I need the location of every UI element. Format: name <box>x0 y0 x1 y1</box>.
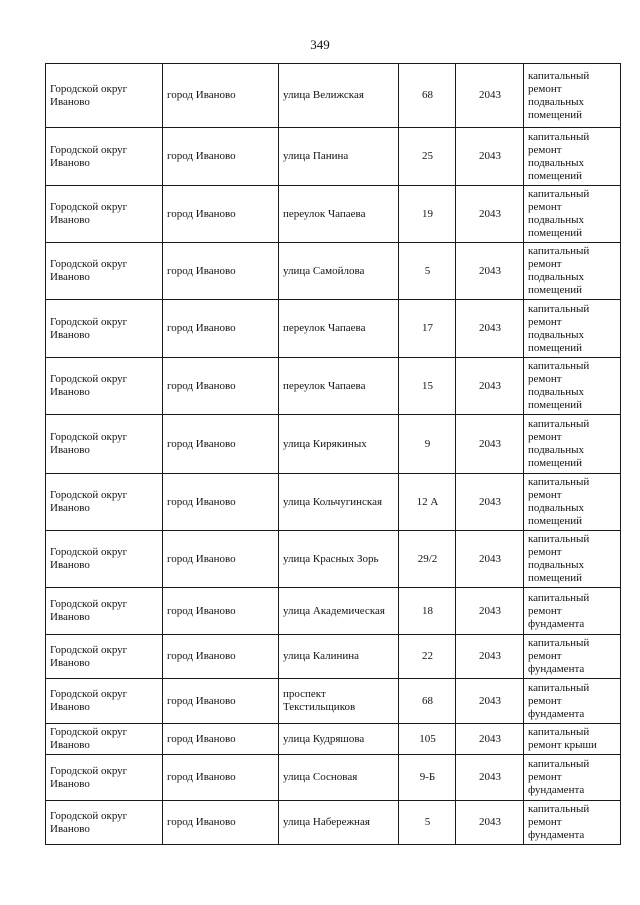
settlement-cell: город Иваново <box>163 415 279 474</box>
page-number: 349 <box>310 37 330 52</box>
repair-type-cell: капитальный ремонт подвальных помещений <box>524 300 621 358</box>
repair-type-cell: капитальный ремонт подвальных помещений <box>524 64 621 128</box>
repair-type-cell: капитальный ремонт фундамента <box>524 588 621 635</box>
street-cell: улица Кирякиных <box>279 415 399 474</box>
municipality-cell: Городской округ Иваново <box>46 128 163 186</box>
repair-type-cell: капитальный ремонт подвальных помещений <box>524 415 621 474</box>
settlement-cell: город Иваново <box>163 724 279 755</box>
street-cell: переулок Чапаева <box>279 186 399 243</box>
street-cell: проспект Текстильщиков <box>279 679 399 724</box>
table-row <box>46 588 621 635</box>
table-row <box>46 531 621 588</box>
table-row <box>46 755 621 801</box>
table-row <box>46 186 621 243</box>
municipality-cell: Городской округ Иваново <box>46 243 163 300</box>
year-cell: 2043 <box>456 801 524 845</box>
municipality-cell: Городской округ Иваново <box>46 300 163 358</box>
street-cell: улица Панина <box>279 128 399 186</box>
table-row <box>46 415 621 474</box>
municipality-cell: Городской округ Иваново <box>46 755 163 801</box>
year-cell: 2043 <box>456 128 524 186</box>
year-cell: 2043 <box>456 186 524 243</box>
table-row <box>46 474 621 531</box>
house-number-cell: 5 <box>399 801 456 845</box>
settlement-cell: город Иваново <box>163 300 279 358</box>
table-row <box>46 64 621 128</box>
municipality-cell: Городской округ Иваново <box>46 64 163 128</box>
repair-type-cell: капитальный ремонт подвальных помещений <box>524 128 621 186</box>
settlement-cell: город Иваново <box>163 801 279 845</box>
table-row <box>46 243 621 300</box>
municipality-cell: Городской округ Иваново <box>46 474 163 531</box>
municipality-cell: Городской округ Иваново <box>46 588 163 635</box>
house-number-cell: 5 <box>399 243 456 300</box>
settlement-cell: город Иваново <box>163 243 279 300</box>
street-cell: улица Академическая <box>279 588 399 635</box>
year-cell: 2043 <box>456 724 524 755</box>
settlement-cell: город Иваново <box>163 186 279 243</box>
house-number-cell: 25 <box>399 128 456 186</box>
street-cell: переулок Чапаева <box>279 358 399 415</box>
street-cell: улица Кудряшова <box>279 724 399 755</box>
house-number-cell: 68 <box>399 64 456 128</box>
year-cell: 2043 <box>456 358 524 415</box>
table-row <box>46 300 621 358</box>
year-cell: 2043 <box>456 64 524 128</box>
house-number-cell: 18 <box>399 588 456 635</box>
settlement-cell: город Иваново <box>163 128 279 186</box>
repair-type-cell: капитальный ремонт подвальных помещений <box>524 186 621 243</box>
house-number-cell: 105 <box>399 724 456 755</box>
year-cell: 2043 <box>456 531 524 588</box>
repair-type-cell: капитальный ремонт фундамента <box>524 801 621 845</box>
municipality-cell: Городской округ Иваново <box>46 186 163 243</box>
settlement-cell: город Иваново <box>163 64 279 128</box>
table-body <box>46 64 621 845</box>
street-cell: улица Красных Зорь <box>279 531 399 588</box>
table-row <box>46 128 621 186</box>
year-cell: 2043 <box>456 415 524 474</box>
repair-type-cell: капитальный ремонт подвальных помещений <box>524 474 621 531</box>
year-cell: 2043 <box>456 243 524 300</box>
street-cell: улица Калинина <box>279 635 399 679</box>
house-number-cell: 12 А <box>399 474 456 531</box>
settlement-cell: город Иваново <box>163 588 279 635</box>
municipality-cell: Городской округ Иваново <box>46 415 163 474</box>
street-cell: улица Набережная <box>279 801 399 845</box>
repair-type-cell: капитальный ремонт подвальных помещений <box>524 531 621 588</box>
repair-type-cell: капитальный ремонт фундамента <box>524 679 621 724</box>
street-cell: улица Самойлова <box>279 243 399 300</box>
year-cell: 2043 <box>456 755 524 801</box>
capital-repair-table <box>45 63 621 845</box>
year-cell: 2043 <box>456 474 524 531</box>
municipality-cell: Городской округ Иваново <box>46 358 163 415</box>
street-cell: переулок Чапаева <box>279 300 399 358</box>
year-cell: 2043 <box>456 588 524 635</box>
house-number-cell: 17 <box>399 300 456 358</box>
repair-type-cell: капитальный ремонт фундамента <box>524 755 621 801</box>
street-cell: улица Кольчугинская <box>279 474 399 531</box>
table-row <box>46 801 621 845</box>
house-number-cell: 29/2 <box>399 531 456 588</box>
settlement-cell: город Иваново <box>163 635 279 679</box>
house-number-cell: 9 <box>399 415 456 474</box>
settlement-cell: город Иваново <box>163 755 279 801</box>
repair-type-cell: капитальный ремонт крыши <box>524 724 621 755</box>
year-cell: 2043 <box>456 635 524 679</box>
house-number-cell: 9-Б <box>399 755 456 801</box>
house-number-cell: 22 <box>399 635 456 679</box>
repair-type-cell: капитальный ремонт фундамента <box>524 635 621 679</box>
municipality-cell: Городской округ Иваново <box>46 679 163 724</box>
street-cell: улица Сосновая <box>279 755 399 801</box>
table-row <box>46 358 621 415</box>
table-row <box>46 635 621 679</box>
repair-type-cell: капитальный ремонт подвальных помещений <box>524 358 621 415</box>
municipality-cell: Городской округ Иваново <box>46 635 163 679</box>
municipality-cell: Городской округ Иваново <box>46 724 163 755</box>
settlement-cell: город Иваново <box>163 679 279 724</box>
table-row <box>46 679 621 724</box>
settlement-cell: город Иваново <box>163 474 279 531</box>
year-cell: 2043 <box>456 300 524 358</box>
settlement-cell: город Иваново <box>163 531 279 588</box>
house-number-cell: 19 <box>399 186 456 243</box>
settlement-cell: город Иваново <box>163 358 279 415</box>
repair-type-cell: капитальный ремонт подвальных помещений <box>524 243 621 300</box>
street-cell: улица Велижская <box>279 64 399 128</box>
house-number-cell: 15 <box>399 358 456 415</box>
house-number-cell: 68 <box>399 679 456 724</box>
municipality-cell: Городской округ Иваново <box>46 801 163 845</box>
municipality-cell: Городской округ Иваново <box>46 531 163 588</box>
year-cell: 2043 <box>456 679 524 724</box>
table-row <box>46 724 621 755</box>
